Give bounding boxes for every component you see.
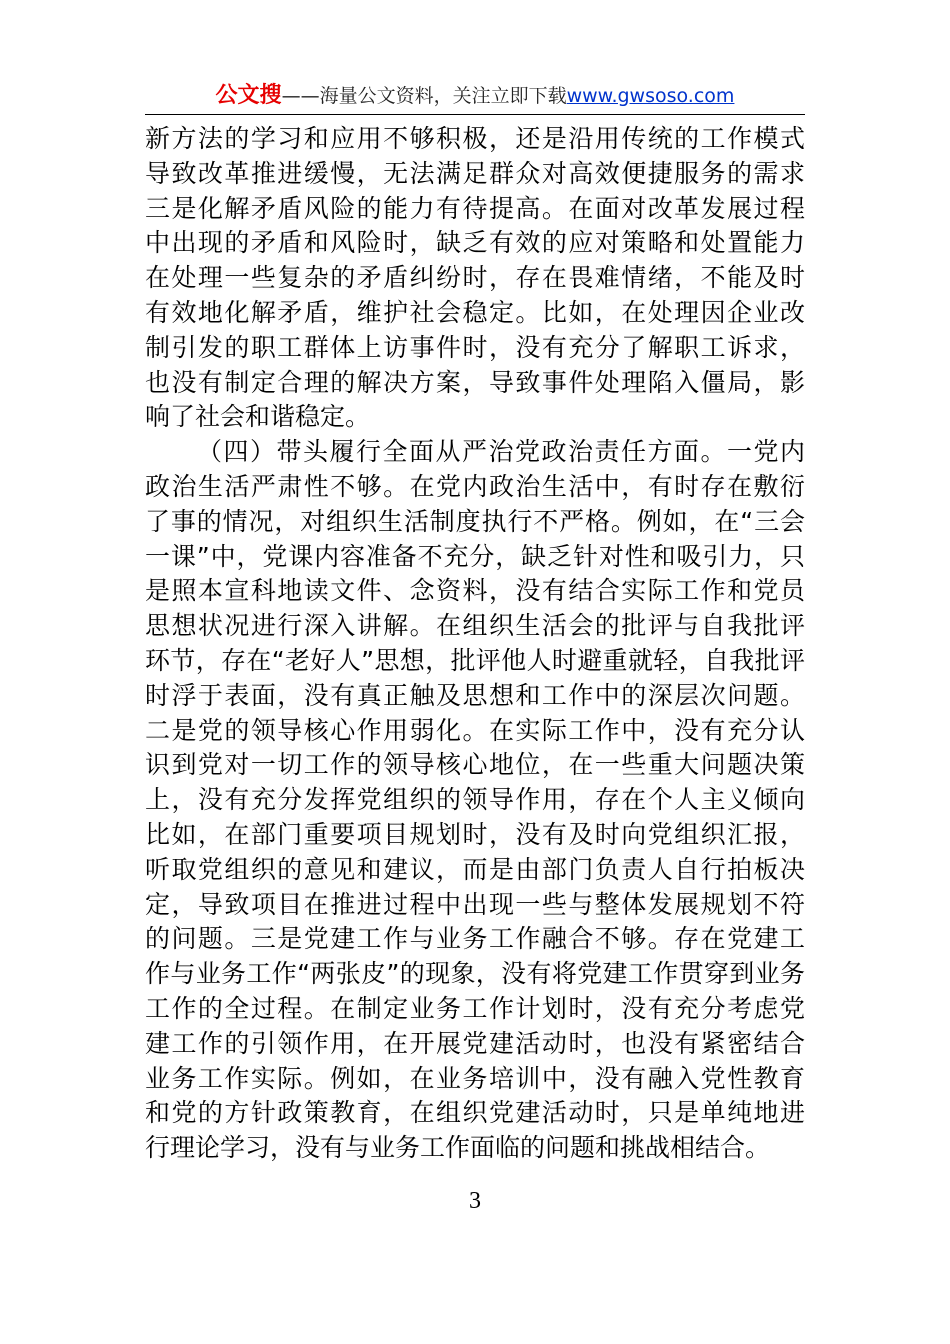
text-line: 一课”中，党课内容准备不充分，缺乏针对性和吸引力，只 — [145, 541, 805, 571]
text-line: 识到党对一切工作的领导核心地位，在一些重大问题决策 — [145, 750, 805, 780]
document-header — [145, 82, 805, 110]
text-line: 听取党组织的意见和建议，而是由部门负责人自行拍板决 — [145, 854, 805, 884]
text-line: 制引发的职工群体上访事件时，没有充分了解职工诉求， — [145, 332, 805, 362]
header-url-link[interactable]: www.gwsoso.com — [566, 85, 735, 107]
text-line: 环节，存在“老好人”思想，批评他人时避重就轻，自我批评 — [145, 645, 805, 675]
text-line: 三是化解矛盾风险的能力有待提高。在面对改革发展过程 — [145, 193, 805, 223]
text-line: 思想状况进行深入讲解。在组织生活会的批评与自我批评 — [145, 611, 805, 641]
text-line: 的问题。三是党建工作与业务工作融合不够。存在党建工 — [145, 924, 805, 954]
text-line: 中出现的矛盾和风险时，缺乏有效的应对策略和处置能力 — [145, 228, 805, 258]
text-line: 时浮于表面，没有真正触及思想和工作中的深层次问题。 — [145, 680, 805, 710]
page-number: 3 — [469, 1188, 481, 1214]
document-body — [145, 122, 805, 1166]
text-line: 定，导致项目在推进过程中出现一些与整体发展规划不符 — [145, 889, 805, 919]
text-line: 政治生活严肃性不够。在党内政治生活中，有时存在敷衍 — [145, 471, 805, 501]
text-line: 行理论学习，没有与业务工作面临的问题和挑战相结合。 — [145, 1133, 771, 1163]
text-line: 也没有制定合理的解决方案，导致事件处理陷入僵局，影 — [145, 367, 805, 397]
header-divider — [145, 114, 805, 115]
text-line: 建工作的引领作用，在开展党建活动时，也没有紧密结合 — [145, 1028, 805, 1058]
text-line: 了事的情况，对组织生活制度执行不严格。例如，在“三会 — [145, 506, 805, 536]
text-line: 二是党的领导核心作用弱化。在实际工作中，没有充分认 — [145, 715, 805, 745]
text-line: 和党的方针政策教育，在组织党建活动时，只是单纯地进 — [145, 1098, 805, 1128]
text-line: 业务工作实际。例如，在业务培训中，没有融入党性教育 — [145, 1063, 805, 1093]
text-line: 作与业务工作“两张皮”的现象，没有将党建工作贯穿到业务 — [145, 959, 805, 989]
text-line: 是照本宣科地读文件、念资料，没有结合实际工作和党员 — [145, 576, 805, 606]
text-line: 在处理一些复杂的矛盾纠纷时，存在畏难情绪，不能及时 — [145, 263, 805, 293]
text-line: 比如，在部门重要项目规划时，没有及时向党组织汇报， — [145, 819, 805, 849]
text-line: 响了社会和谐稳定。 — [145, 402, 371, 432]
brand-name: 公文搜 — [215, 83, 282, 108]
text-line: 工作的全过程。在制定业务工作计划时，没有充分考虑党 — [145, 993, 805, 1023]
text-line: 有效地化解矛盾，维护社会稳定。比如，在处理因企业改 — [145, 297, 805, 327]
header-tagline: ——海量公文资料，关注立即下载 — [281, 85, 567, 107]
text-line: 导致改革推进缓慢，无法满足群众对高效便捷服务的需求 — [145, 158, 805, 188]
text-line: 新方法的学习和应用不够积极，还是沿用传统的工作模式 — [145, 124, 805, 153]
text-line: 上，没有充分发挥党组织的领导作用，存在个人主义倾向 — [145, 785, 805, 815]
section-heading-line: （四）带头履行全面从严治党政治责任方面。一党内 — [197, 437, 805, 467]
